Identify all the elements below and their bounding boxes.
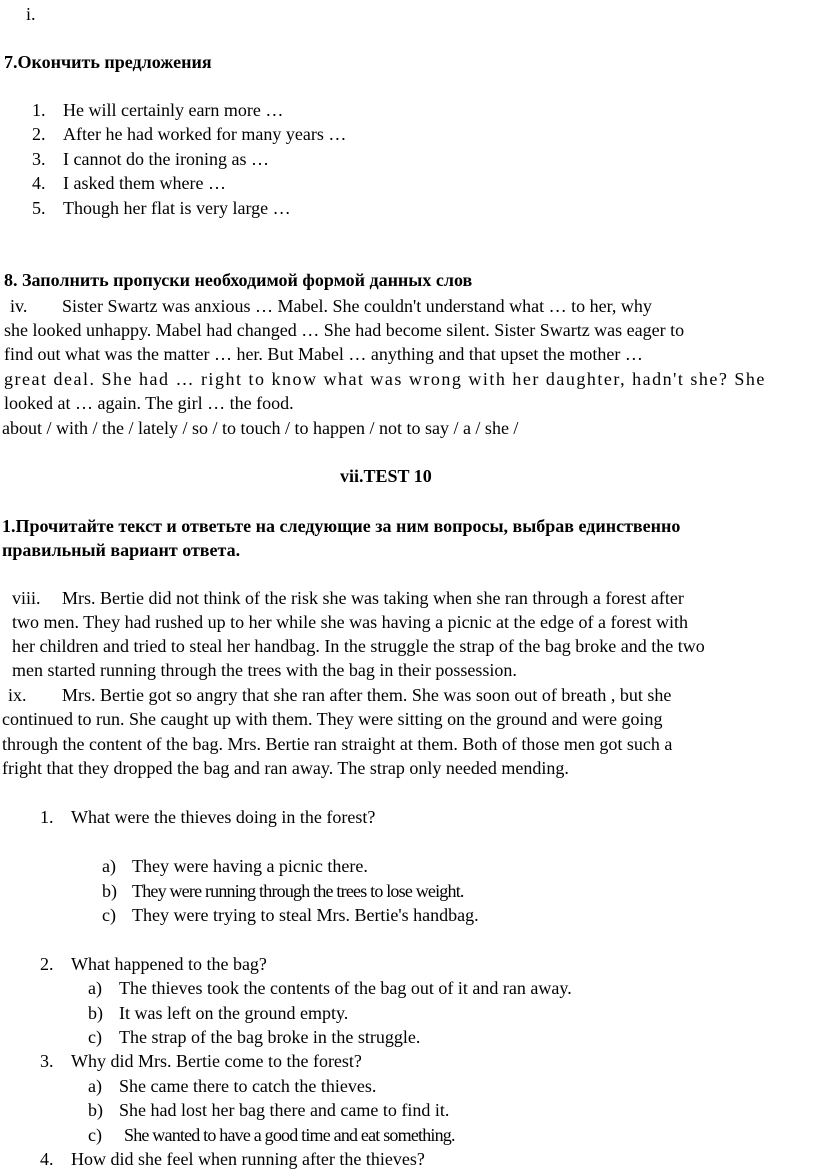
option-text: The thieves took the contents of the bag out of it and ran away.: [119, 978, 572, 998]
paragraph-line: Mrs. Bertie did not think of the risk she was taking when she ran through a forest after: [62, 588, 684, 608]
paragraph-number: ix.: [8, 685, 27, 705]
paragraph-line: continued to run. She caught up with them. They were sitting on the ground and were going: [2, 709, 663, 729]
list-item-text: Though her flat is very large …: [63, 198, 291, 218]
list-item-number: 4.: [32, 173, 46, 193]
option-text: It was left on the ground empty.: [119, 1003, 349, 1023]
option-letter: c): [88, 1027, 102, 1047]
list-item-number: 1.: [32, 100, 46, 120]
question-number: 1.: [40, 807, 54, 827]
paragraph-line: fright that they dropped the bag and ran away. The strap only needed mending.: [2, 758, 569, 778]
paragraph-line: Sister Swartz was anxious … Mabel. She couldn't understand what … to her, why: [62, 296, 652, 316]
option-letter: b): [102, 881, 117, 901]
list-item-text: I asked them where …: [63, 173, 226, 193]
option-letter: b): [88, 1003, 103, 1023]
list-item-number: 3.: [32, 149, 46, 169]
task-heading-line: 1.Прочитайте текст и ответьте на следующие за ним вопросы, выбрав единственно: [2, 516, 681, 536]
question-number: 4.: [40, 1149, 54, 1169]
option-letter: c): [88, 1125, 102, 1145]
option-letter: a): [88, 978, 102, 998]
question-text: What were the thieves doing in the forest?: [71, 807, 376, 827]
paragraph-line: she looked unhappy. Mabel had changed … She had become silent. Sister Swartz was eager to: [4, 320, 685, 340]
task-heading-line: правильный вариант ответа.: [2, 540, 241, 560]
question-text: What happened to the bag?: [71, 954, 267, 974]
question-number: 2.: [40, 954, 54, 974]
test-title: vii.TEST 10: [340, 466, 432, 486]
list-item-text: After he had worked for many years …: [63, 124, 347, 144]
list-item-number: 5.: [32, 198, 46, 218]
word-bank: about / with / the / lately / so / to touch / to happen / not to say / a / she /: [2, 418, 519, 438]
option-letter: a): [88, 1076, 102, 1096]
option-text: She had lost her bag there and came to find it.: [119, 1100, 450, 1120]
list-item-text: He will certainly earn more …: [63, 100, 284, 120]
paragraph-line: great deal. She had … right to know what was wrong with her daughter, hadn't she? She: [4, 369, 766, 389]
paragraph-line: her children and tried to steal her handbag. In the struggle the strap of the bag broke and the two: [12, 636, 705, 656]
option-text: She wanted to have a good time and eat something.: [124, 1125, 455, 1145]
option-text: They were having a picnic there.: [132, 856, 368, 876]
option-text: They were trying to steal Mrs. Bertie's handbag.: [132, 905, 479, 925]
option-text: She came there to catch the thieves.: [119, 1076, 377, 1096]
list-item-text: I cannot do the ironing as …: [63, 149, 269, 169]
paragraph-line: through the content of the bag. Mrs. Bertie ran straight at them. Both of those men got such a: [2, 734, 673, 754]
question-text: Why did Mrs. Bertie come to the forest?: [71, 1051, 362, 1071]
option-text: They were running through the trees to lose weight.: [132, 881, 464, 901]
paragraph-number: iv.: [10, 296, 28, 316]
question-text: How did she feel when running after the thieves?: [71, 1149, 425, 1169]
paragraph-number: viii.: [12, 588, 41, 608]
paragraph-line: find out what was the matter … her. But Mabel … anything and that upset the mother …: [4, 344, 643, 364]
option-letter: a): [102, 856, 116, 876]
option-text: The strap of the bag broke in the struggle.: [119, 1027, 421, 1047]
paragraph-line: looked at … again. The girl … the food.: [4, 393, 294, 413]
section-8-heading: 8. Заполнить пропуски необходимой формой данных слов: [4, 270, 473, 290]
paragraph-line: men started running through the trees with the bag in their possession.: [12, 660, 517, 680]
question-number: 3.: [40, 1051, 54, 1071]
section-7-heading: 7.Окончить предложения: [4, 52, 212, 72]
list-item-number: 2.: [32, 124, 46, 144]
page-marker: i.: [26, 4, 36, 24]
paragraph-line: Mrs. Bertie got so angry that she ran after them. She was soon out of breath , but she: [62, 685, 672, 705]
option-letter: c): [102, 905, 116, 925]
option-letter: b): [88, 1100, 103, 1120]
paragraph-line: two men. They had rushed up to her while she was having a picnic at the edge of a forest with: [12, 612, 688, 632]
